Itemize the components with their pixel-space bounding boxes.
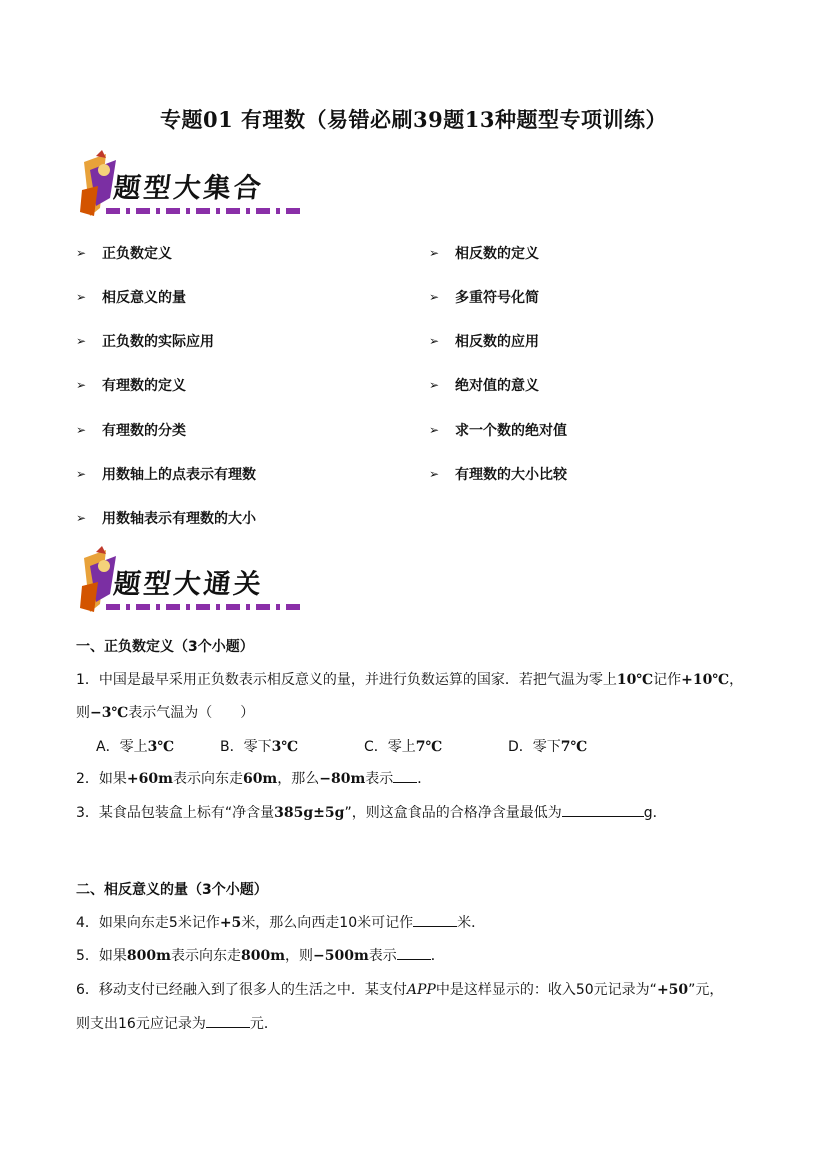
toc-item[interactable]: ➢ 有理数的分类 (76, 423, 186, 439)
banner-question-practice (76, 546, 306, 616)
arrow-bullet-icon: ➢ (429, 378, 440, 392)
section-heading: 二、相反意义的量（3个小题） (76, 882, 268, 898)
toc-item[interactable]: ➢ 多重符号化简 (429, 290, 539, 306)
answer-blank[interactable] (562, 802, 644, 817)
arrow-bullet-icon: ➢ (429, 334, 440, 348)
arrow-bullet-icon: ➢ (429, 246, 440, 260)
question-1: 1．中国是最早采用正负数表示相反意义的量，并进行负数运算的国家．若把气温为零上10℃记作+10℃， (76, 672, 744, 688)
question-4: 4．如果向东走5米记作+5米，那么向西走10米可记作 米． (76, 912, 756, 932)
arrow-bullet-icon: ➢ (76, 334, 87, 348)
toc-item[interactable]: ➢ 相反意义的量 (76, 290, 186, 306)
answer-blank[interactable] (397, 945, 431, 960)
answer-blank[interactable] (413, 912, 457, 927)
toc-item[interactable]: ➢ 正负数的实际应用 (76, 334, 214, 350)
arrow-bullet-icon: ➢ (429, 423, 440, 437)
answer-blank[interactable] (393, 768, 417, 783)
arrow-bullet-icon: ➢ (76, 423, 87, 437)
option-a[interactable]: A．零上3℃ (96, 739, 175, 755)
question-3: 3．某食品包装盒上标有“净含量385g±5g”，则这盒食品的合格净含量最低为 g． (76, 802, 756, 822)
toc-item[interactable]: ➢ 用数轴表示有理数的大小 (76, 511, 256, 527)
arrow-bullet-icon: ➢ (76, 378, 87, 392)
arrow-bullet-icon: ➢ (76, 511, 87, 525)
toc-item[interactable]: ➢ 有理数的定义 (76, 378, 186, 394)
arrow-bullet-icon: ➢ (76, 246, 87, 260)
section-heading: 一、正负数定义（3个小题） (76, 639, 254, 655)
banner-underline (106, 604, 306, 610)
toc-item[interactable]: ➢ 相反数的应用 (429, 334, 539, 350)
banner-question-types (76, 150, 306, 220)
banner-underline (106, 208, 306, 214)
toc-item[interactable]: ➢ 相反数的定义 (429, 246, 539, 262)
question-1-cont: 则−3℃表示气温为（ ） (76, 705, 255, 721)
arrow-bullet-icon: ➢ (76, 290, 87, 304)
banner-title: 题型大集合 (112, 173, 266, 204)
toc-item[interactable]: ➢ 有理数的大小比较 (429, 467, 567, 483)
toc-item[interactable]: ➢ 求一个数的绝对值 (429, 423, 567, 439)
question-5: 5．如果800m表示向东走800m，则−500m表示 ． (76, 945, 756, 965)
question-2: 2．如果+60m表示向东走60m，那么−80m表示 ． (76, 768, 756, 788)
toc-item[interactable]: ➢ 正负数定义 (76, 246, 172, 262)
arrow-bullet-icon: ➢ (76, 467, 87, 481)
question-6: 6．移动支付已经融入到了很多人的生活之中．某支付APP中是这样显示的：收入50元记录为“+50”元， (76, 982, 724, 998)
option-b[interactable]: B．零下3℃ (220, 739, 299, 755)
option-d[interactable]: D．零下7℃ (508, 739, 588, 755)
question-6-cont: 则支出16元应记录为 元． (76, 1013, 756, 1033)
banner-title: 题型大通关 (112, 569, 266, 600)
answer-blank[interactable] (206, 1013, 250, 1028)
toc-item[interactable]: ➢ 绝对值的意义 (429, 378, 539, 394)
page-title: 专题01 有理数（易错必刷39题13种题型专项训练） (160, 107, 667, 132)
arrow-bullet-icon: ➢ (429, 467, 440, 481)
toc-item[interactable]: ➢ 用数轴上的点表示有理数 (76, 467, 256, 483)
arrow-bullet-icon: ➢ (429, 290, 440, 304)
option-c[interactable]: C．零上7℃ (364, 739, 443, 755)
